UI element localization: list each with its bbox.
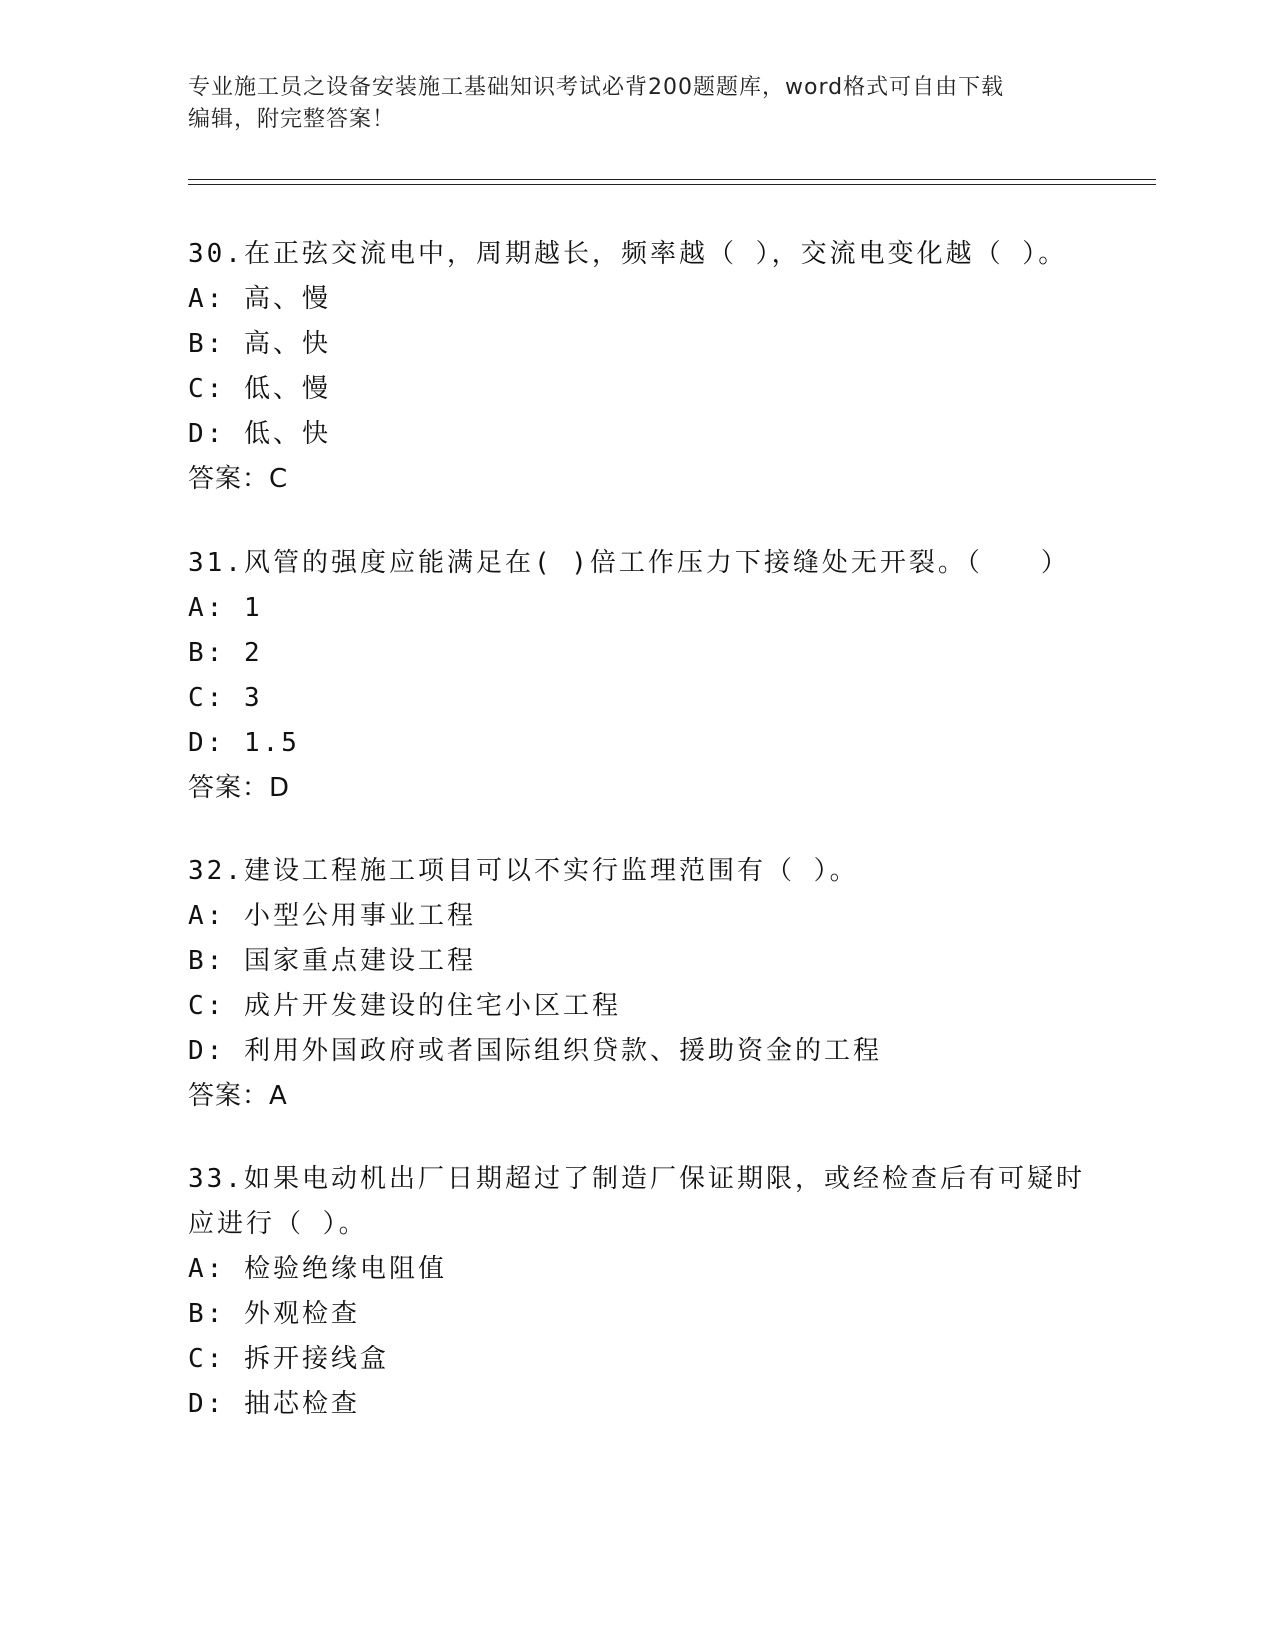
option-key: C: <box>188 374 226 404</box>
option-b <box>188 939 1088 984</box>
option-text: 高、快 <box>243 329 331 359</box>
question-number: 32. <box>188 856 244 886</box>
question-number: 31. <box>188 548 244 578</box>
question-number: 30. <box>188 239 244 269</box>
question-line: 建设工程施工项目可以不实行监理范围有（ ）。 <box>243 856 859 886</box>
option-key: A: <box>188 901 226 931</box>
question-31 <box>188 541 1088 811</box>
question-text <box>188 541 1088 586</box>
option-key: C: <box>188 1344 226 1374</box>
question-line: 风管的强度应能满足在( )倍工作压力下接缝处无开裂。（ ） <box>243 548 1070 578</box>
option-b <box>188 322 1088 367</box>
option-text: 外观检查 <box>243 1299 360 1329</box>
option-key: D: <box>188 419 226 449</box>
question-30 <box>188 232 1088 502</box>
option-d <box>188 412 1088 457</box>
question-32 <box>188 849 1088 1119</box>
option-c <box>188 1337 1088 1382</box>
option-key: D: <box>188 1389 226 1419</box>
question-number: 33. <box>188 1164 244 1194</box>
option-text: 1.5 <box>243 728 300 758</box>
option-text: 小型公用事业工程 <box>243 901 476 931</box>
option-text: 检验绝缘电阻值 <box>243 1254 447 1284</box>
option-text: 3 <box>243 683 263 713</box>
question-text <box>188 849 1088 894</box>
option-key: A: <box>188 593 226 623</box>
option-key: A: <box>188 284 226 314</box>
option-key: A: <box>188 1254 226 1284</box>
option-b <box>188 631 1088 676</box>
answer-label: 答案：D <box>188 773 291 803</box>
question-text <box>188 1157 1088 1202</box>
question-33 <box>188 1157 1088 1427</box>
option-text: 国家重点建设工程 <box>243 946 476 976</box>
option-a <box>188 894 1088 939</box>
option-text: 成片开发建设的住宅小区工程 <box>243 991 621 1021</box>
question-line: 在正弦交流电中，周期越长，频率越（ ），交流电变化越（ ）。 <box>243 239 1068 269</box>
option-a <box>188 277 1088 322</box>
answer-label: 答案：A <box>188 1081 288 1111</box>
option-d <box>188 1029 1088 1074</box>
option-d <box>188 721 1088 766</box>
option-text: 低、慢 <box>243 374 331 404</box>
option-key: D: <box>188 728 226 758</box>
question-text-continued: 应进行（ ）。 <box>188 1209 368 1239</box>
header-line-1: 专业施工员之设备安装施工基础知识考试必背200题题库，word格式可自由下载 <box>188 75 1005 100</box>
option-key: B: <box>188 329 226 359</box>
answer-label: 答案：C <box>188 464 289 494</box>
document-header <box>188 72 1088 136</box>
option-key: B: <box>188 1299 226 1329</box>
option-c <box>188 676 1088 721</box>
header-line-2: 编辑，附完整答案！ <box>188 107 396 132</box>
question-text <box>188 232 1088 277</box>
option-text: 抽芯检查 <box>243 1389 360 1419</box>
option-key: B: <box>188 638 226 668</box>
option-text: 利用外国政府或者国际组织贷款、援助资金的工程 <box>243 1036 882 1066</box>
question-line: 如果电动机出厂日期超过了制造厂保证期限，或经检查后有可疑时 <box>243 1164 1085 1194</box>
option-text: 2 <box>243 638 263 668</box>
option-key: C: <box>188 683 226 713</box>
header-divider-top <box>188 179 1156 180</box>
option-c <box>188 367 1088 412</box>
option-text: 低、快 <box>243 419 331 449</box>
option-c <box>188 984 1088 1029</box>
option-d <box>188 1382 1088 1427</box>
option-key: D: <box>188 1036 226 1066</box>
option-text: 拆开接线盒 <box>243 1344 389 1374</box>
option-text: 高、慢 <box>243 284 331 314</box>
option-text: 1 <box>243 593 263 623</box>
option-a <box>188 1247 1088 1292</box>
option-b <box>188 1292 1088 1337</box>
option-a <box>188 586 1088 631</box>
option-key: B: <box>188 946 226 976</box>
option-key: C: <box>188 991 226 1021</box>
header-divider-bottom <box>188 184 1156 185</box>
